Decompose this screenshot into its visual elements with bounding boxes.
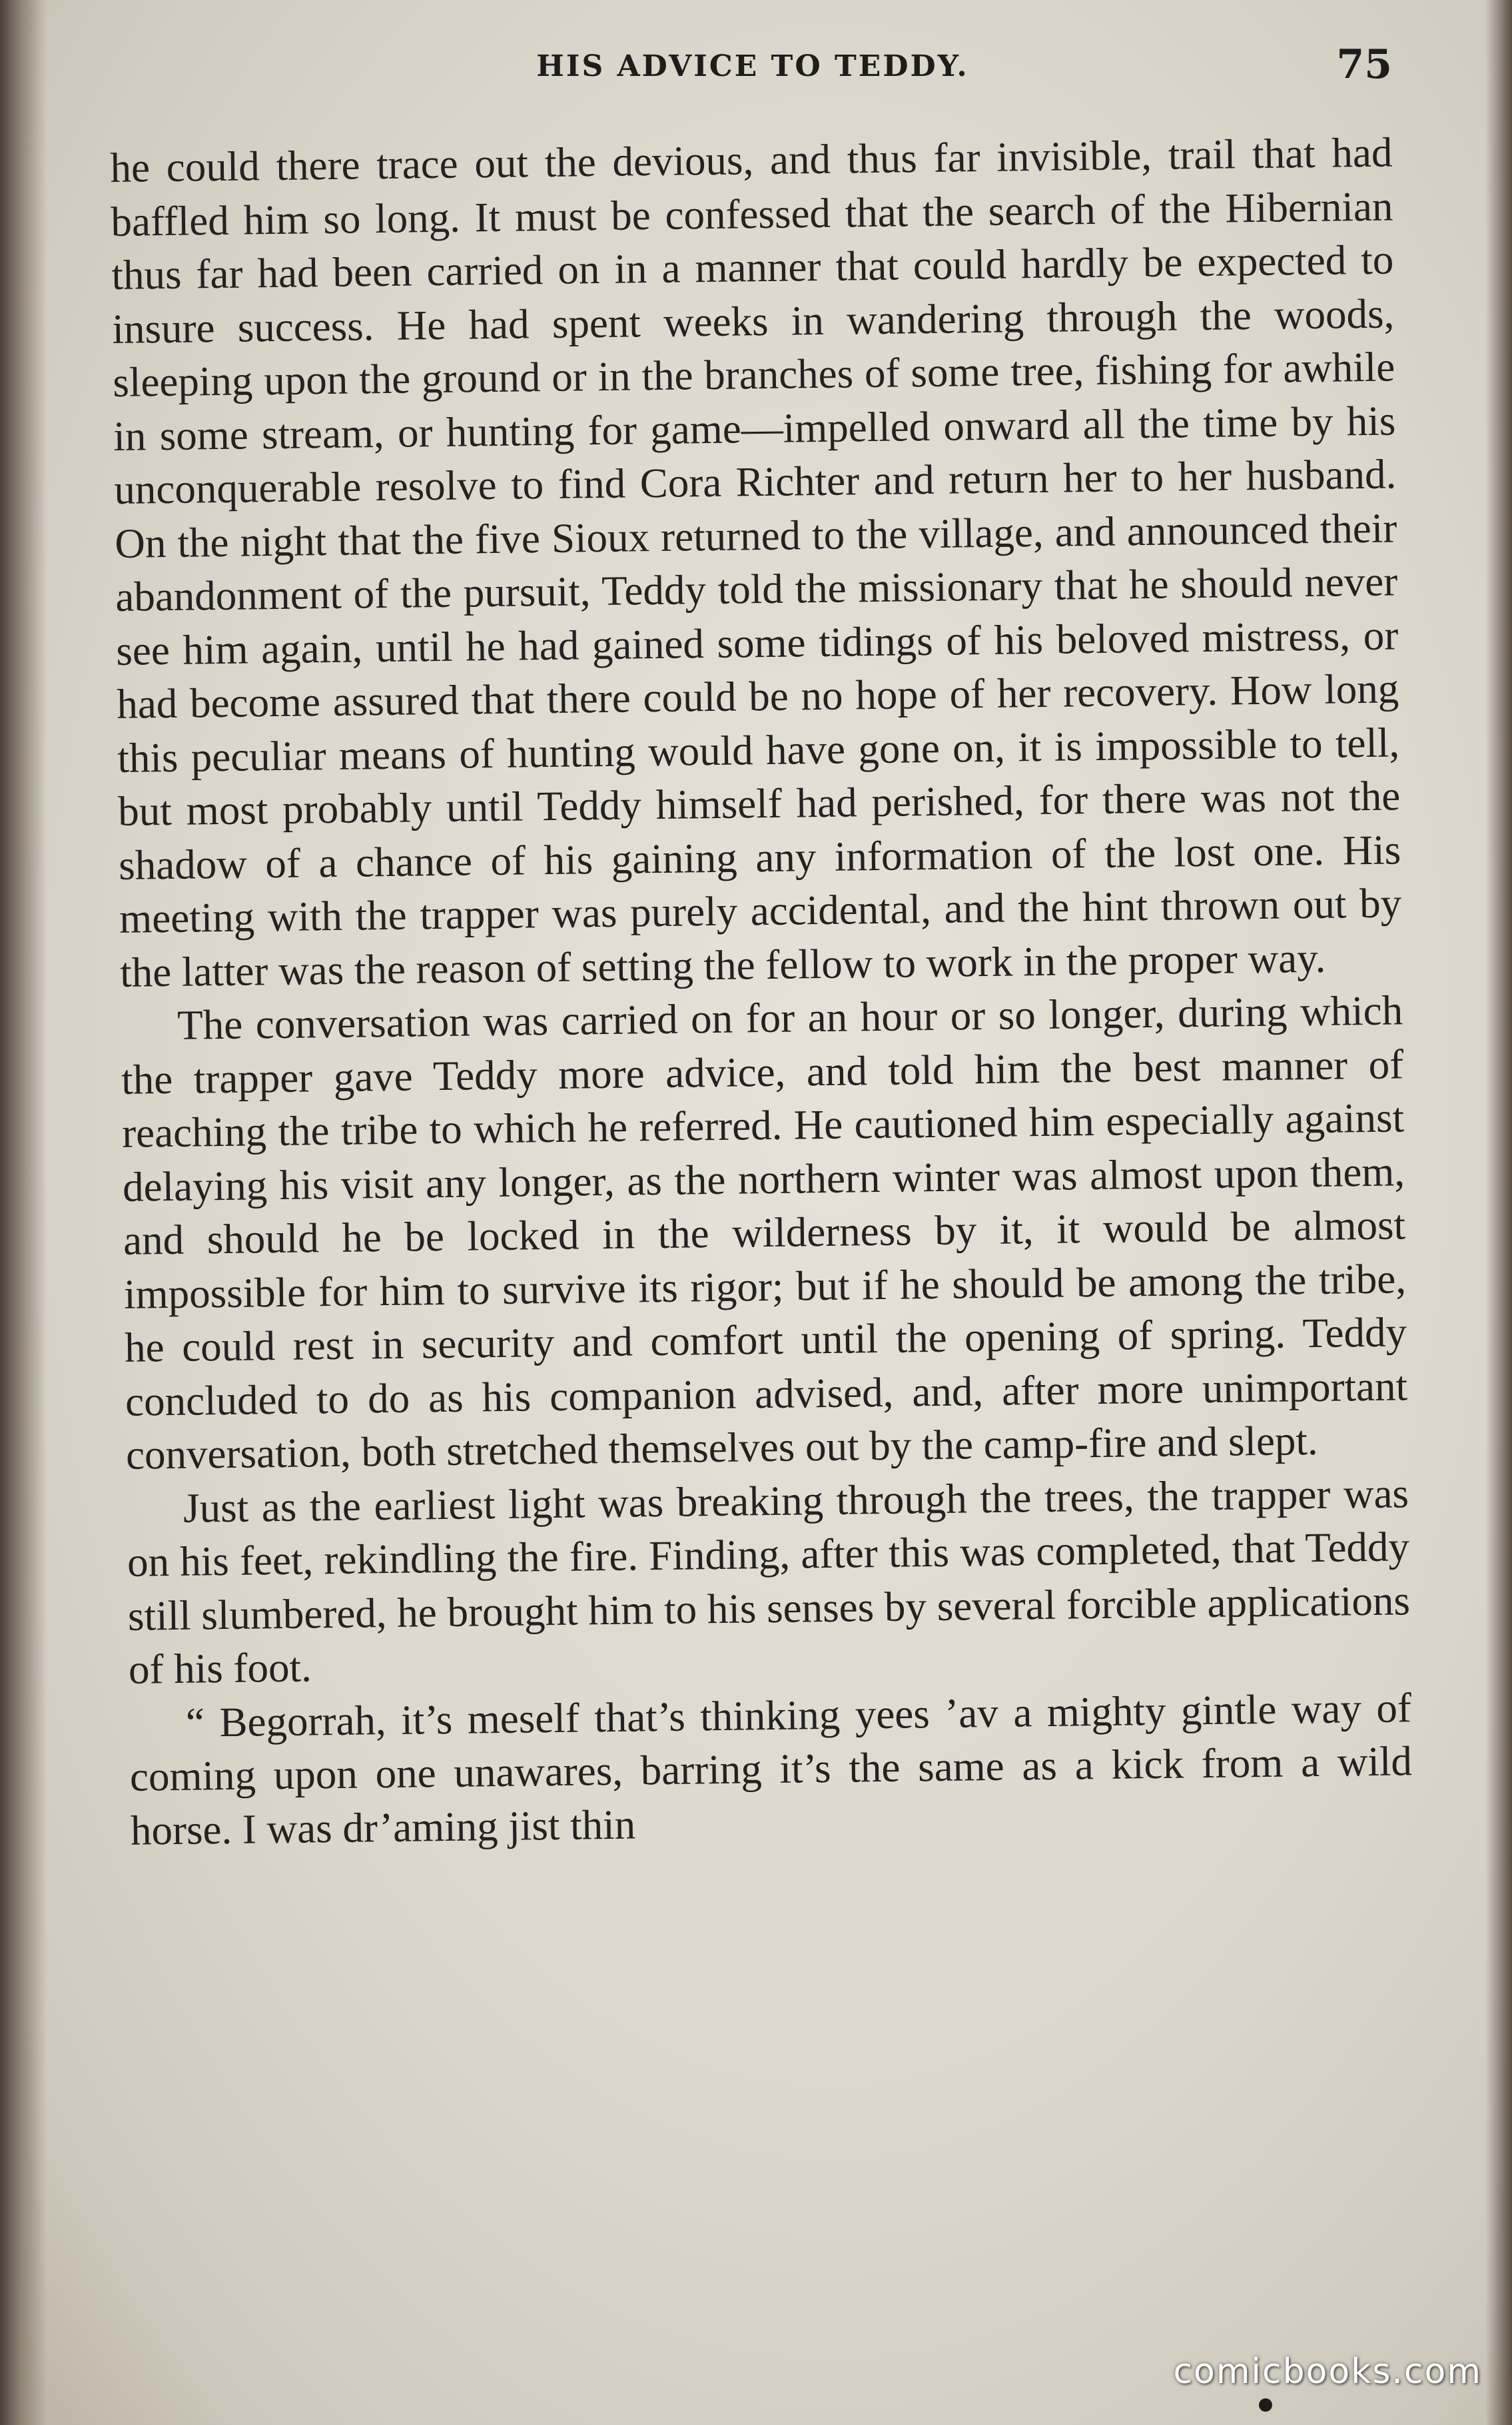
- body-text: [110, 125, 1413, 1857]
- running-title: HIS ADVICE TO TEDDY.: [536, 49, 969, 83]
- paragraph-1: he could there trace out the devious, and thus far invisible, trail that had baffled him so long. It must be confessed that the search of the Hibernian thus far had been carried on in a manner that could hardly be expected to insure success. He had spent weeks in wandering through the woods, sleeping upon the ground or in the branches of some tree, fishing for awhile in some stream, or hunting for game—impelled onward all the time by his unconquerable resolve to find Cora Richter and return her to her husband. On the night that the five Sioux returned to the village, and announced their abandonment of the pursuit, Teddy told the missionary that he should never see him again, until he had gained some tidings of his beloved mistress, or had become assured that there could be no hope of her recovery. How long this peculiar means of hunting would have gone on, it is impossible to tell, but most probably until Teddy himself had perished, for there was not the shadow of a chance of his gaining any information of the lost one. His meeting with the trapper was purely accidental, and the hint thrown out by the latter was the reason of setting the fellow to work in the proper way.: [110, 129, 1402, 996]
- watermark: comicbooks.com: [1173, 2352, 1482, 2392]
- running-header: [113, 41, 1392, 95]
- paragraph-4: “ Begorrah, it’s meself that’s thinking yees ’av a mighty gintle way of coming upon one unawares, barring it’s the same as a kick from a wild horse. I was dr’aming jist thin: [129, 1684, 1413, 1854]
- paragraph-2: The conversation was carried on for an hour or so longer, during which the trapper gave Teddy more advice, and told him the best manner of reaching the tribe to which he referred. He cautioned him especially against delaying his visit any longer, as the northern winter was almost upon them, and should he be locked in the wilderness by it, it would be almost impossible for him to survive its rigor; but if he should be among the tribe, he could rest in security and comfort until the opening of spring. Teddy concluded to do as his companion advised, and, after more unimportant conversation, both stretched themselves out by the camp-fire and slept.: [121, 987, 1408, 1478]
- paragraph-3: Just as the earliest light was breaking through the trees, the trapper was on his feet, rekindling the fire. Finding, after this was completed, that Teddy still slumbered, he brought him to his senses by several forcible applications of his foot.: [127, 1469, 1411, 1693]
- ink-speck: [1259, 2398, 1272, 2412]
- page-number: 75: [1336, 41, 1392, 88]
